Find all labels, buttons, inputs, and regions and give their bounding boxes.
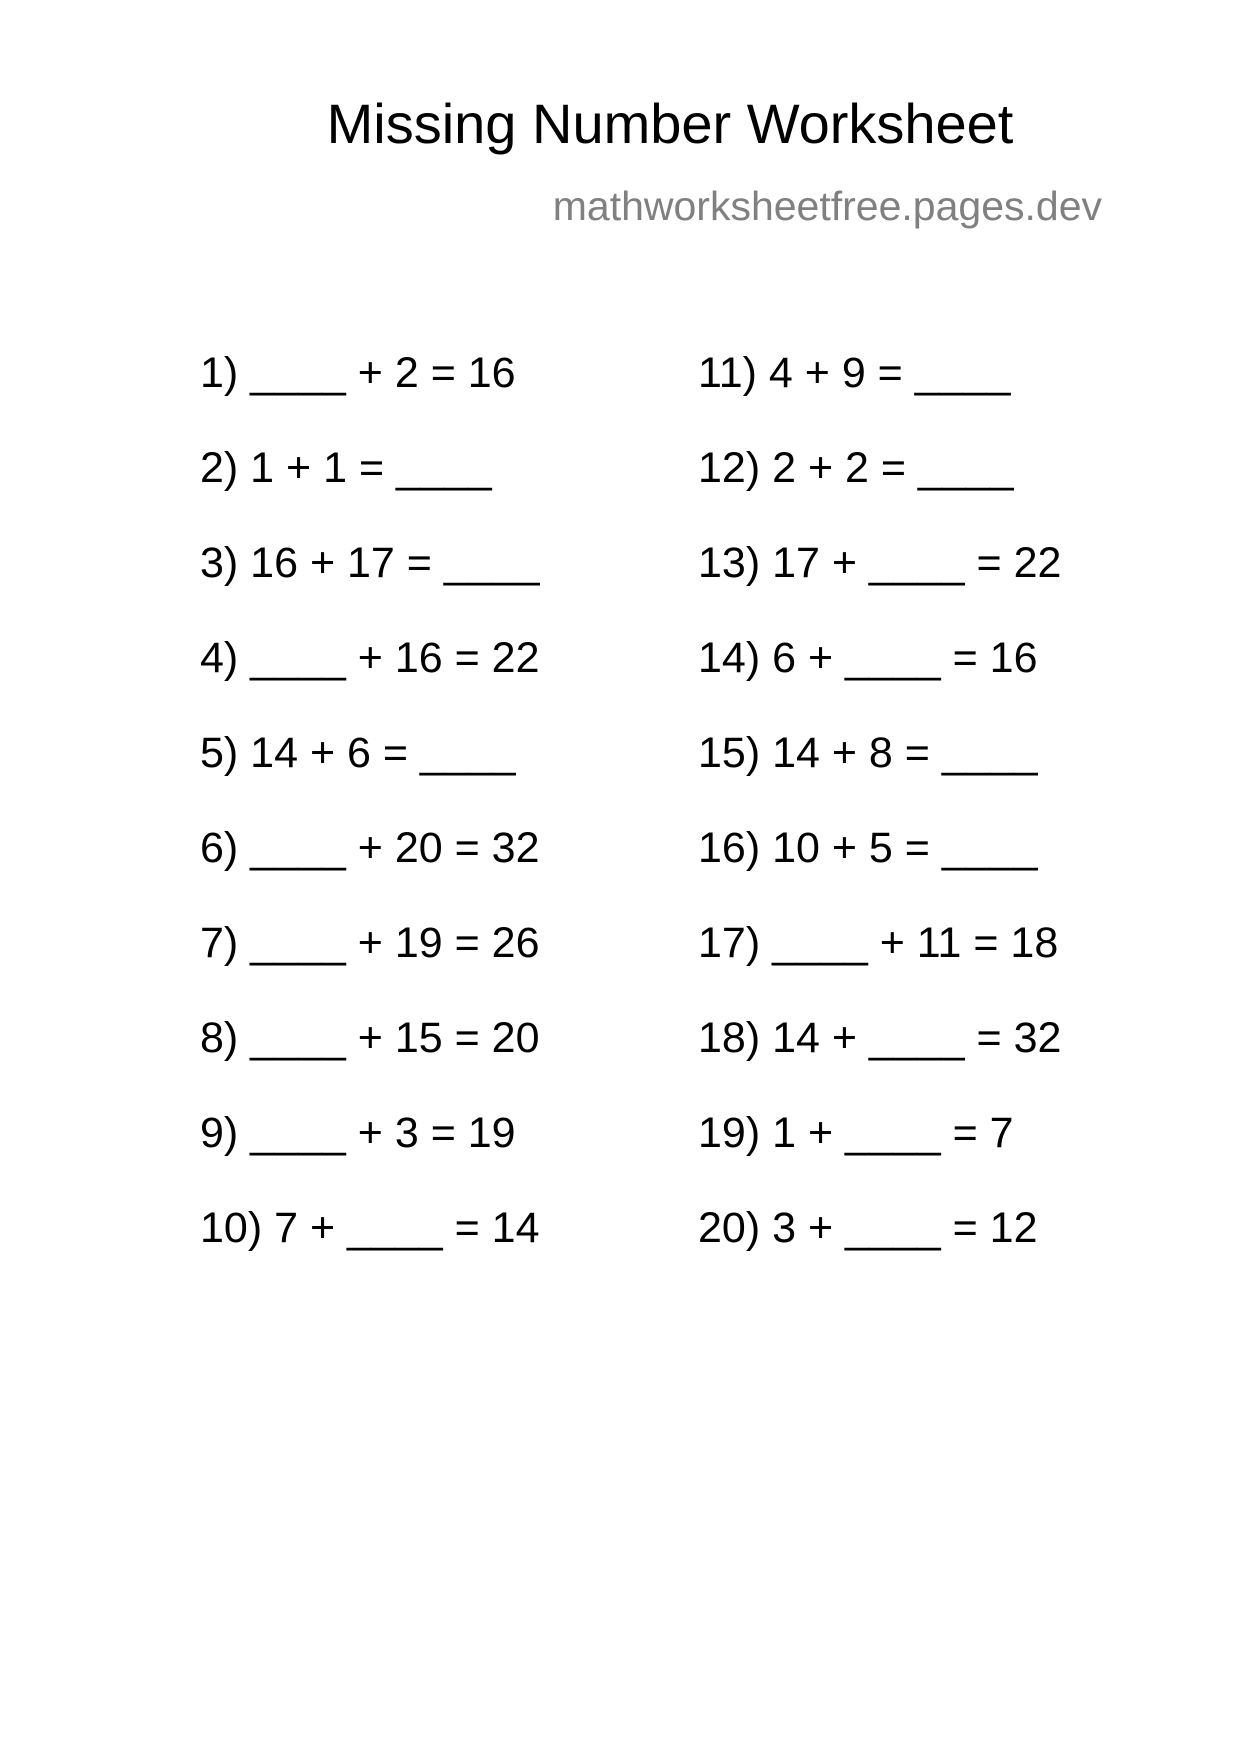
problem-item: 10) 7 + ____ = 14: [200, 1204, 540, 1252]
problem-item: 4) ____ + 16 = 22: [200, 634, 540, 682]
problem-item: 7) ____ + 19 = 26: [200, 919, 540, 967]
problem-item: 15) 14 + 8 = ____: [698, 729, 1038, 777]
problem-item: 5) 14 + 6 = ____: [200, 729, 516, 777]
problem-item: 17) ____ + 11 = 18: [698, 919, 1059, 967]
problem-item: 3) 16 + 17 = ____: [200, 539, 540, 587]
problem-item: 13) 17 + ____ = 22: [698, 539, 1062, 587]
problem-list: [200, 349, 1160, 1252]
problem-item: 1) ____ + 2 = 16: [200, 349, 516, 397]
page-title: Missing Number Worksheet: [326, 92, 1014, 155]
problem-item: 11) 4 + 9 = ____: [698, 349, 1011, 397]
problem-item: 6) ____ + 20 = 32: [200, 824, 540, 872]
website-url: mathworksheetfree.pages.dev: [552, 183, 1102, 229]
problem-item: 14) 6 + ____ = 16: [698, 634, 1038, 682]
problem-item: 20) 3 + ____ = 12: [698, 1204, 1038, 1252]
problem-item: 2) 1 + 1 = ____: [200, 444, 492, 492]
problem-item: 16) 10 + 5 = ____: [698, 824, 1038, 872]
problem-item: 8) ____ + 15 = 20: [200, 1014, 540, 1062]
problem-item: 9) ____ + 3 = 19: [200, 1109, 516, 1157]
problem-item: 12) 2 + 2 = ____: [698, 444, 1014, 492]
problem-item: 18) 14 + ____ = 32: [698, 1014, 1062, 1062]
problem-item: 19) 1 + ____ = 7: [698, 1109, 1014, 1157]
